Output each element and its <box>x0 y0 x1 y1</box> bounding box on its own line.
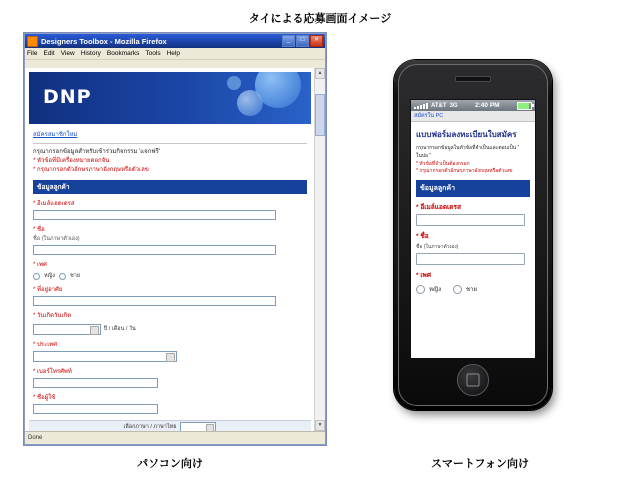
browser-statusbar <box>25 431 325 444</box>
phone-bezel <box>398 64 548 406</box>
battery-icon <box>517 102 532 110</box>
field-label-username: * ชื่อผู้ใช้ <box>33 395 56 401</box>
field-label-birthday: * วันเกิดวันเกิด <box>33 313 72 319</box>
menu-edit[interactable]: Edit <box>43 50 55 57</box>
username-field[interactable] <box>33 404 158 414</box>
close-button[interactable]: ✕ <box>310 35 323 47</box>
radio-female[interactable] <box>33 273 40 280</box>
field-label-country: * ประเทศ <box>33 342 58 348</box>
phone-page-title: แบบฟอร์มลงทะเบียนใบสมัคร <box>416 130 517 139</box>
field-label-name: * ชื่อ <box>33 227 45 233</box>
signup-link[interactable]: สมัครสมาชิกใหม่ <box>33 132 78 138</box>
home-square-icon <box>467 374 480 387</box>
site-banner <box>29 72 311 124</box>
radio-label-female: หญิง <box>44 273 55 279</box>
vertical-scrollbar[interactable] <box>314 68 325 431</box>
phone-field-label-name: * ชื่อ <box>416 233 429 240</box>
browser-titlebar <box>25 34 325 48</box>
language-footer <box>29 420 311 431</box>
home-button[interactable] <box>457 364 489 396</box>
intro-text: กรุณากรอกข้อมูลสำหรับเข้าร่วมกิจกรรม 'แจกฟรี' <box>33 149 160 155</box>
divider <box>33 143 307 144</box>
scrollbar-thumb[interactable] <box>315 94 325 136</box>
phone-gender-radio-group <box>416 284 530 294</box>
phone-radio-male[interactable] <box>453 285 462 294</box>
maximize-button[interactable]: □ <box>296 35 309 47</box>
caption-smartphone: スマートフォン向け <box>431 458 529 470</box>
pc-browser-window <box>24 33 326 445</box>
phone-section-header-customer-info: ข้อมูลลูกค้า <box>416 180 530 197</box>
phone-radio-label-female: หญิง <box>429 287 441 293</box>
phone-required-note-1: * หัวข้อที่จำเป็นต้องกรอก <box>416 160 470 167</box>
birth-year-select[interactable] <box>33 324 101 335</box>
country-select[interactable] <box>33 351 177 362</box>
menu-view[interactable]: View <box>60 50 75 57</box>
menu-history[interactable]: History <box>80 50 101 57</box>
browser-menubar <box>25 48 325 60</box>
phone-radio-female[interactable] <box>416 285 425 294</box>
language-footer-label: เลือกภาษา / ภาษาไทย <box>123 424 177 430</box>
carrier-label: AT&T <box>431 102 447 109</box>
language-select[interactable] <box>180 422 216 431</box>
phone-radio-label-male: ชาย <box>466 287 477 293</box>
banner-orb-small-icon <box>227 76 241 90</box>
banner-orb-medium-icon <box>237 90 263 116</box>
switch-to-pc-link[interactable]: สมัครใน PC <box>414 113 444 119</box>
birthday-row <box>33 322 307 335</box>
phone-field-note-name: ชื่อ (ในภาษาตัวเอง) <box>416 244 459 250</box>
browser-link-bar[interactable] <box>411 111 535 122</box>
menu-bookmarks[interactable]: Bookmarks <box>106 50 140 57</box>
browser-viewport <box>25 68 325 431</box>
phone-field[interactable] <box>33 378 158 388</box>
menu-help[interactable]: Help <box>166 50 180 57</box>
email-field[interactable] <box>33 210 276 220</box>
phone-screen <box>410 99 536 359</box>
network-type-label: 3G <box>449 102 458 109</box>
window-title: Designers Toolbox - Mozilla Firefox <box>41 36 167 46</box>
field-label-email: * อีเมล์แอดเดรส <box>33 201 75 207</box>
phone-email-field[interactable] <box>416 214 525 226</box>
phone-intro-text: กรุณากรอกข้อมูลในหัวข้อที่จำเป็นและตอบเป็น " ในปอ " <box>416 145 520 159</box>
menu-file[interactable]: File <box>27 50 38 57</box>
name-field[interactable] <box>33 245 276 255</box>
phone-status-bar <box>411 100 535 111</box>
caption-pc: パソコン向け <box>137 458 203 470</box>
section-header-customer-info: ข้อมูลลูกค้า <box>33 180 307 194</box>
field-note-name: ชื่อ (ในภาษาตัวเอง) <box>33 236 80 242</box>
web-page-content <box>25 68 315 431</box>
required-note-1: * หัวข้อที่มีเครื่องหมายดอกจัน <box>33 158 110 164</box>
page-title: タイによる応募画面イメージ <box>248 13 392 25</box>
status-text: Done <box>28 435 43 441</box>
firefox-icon <box>27 36 38 47</box>
phone-field-label-gender: * เพศ <box>416 272 431 279</box>
scroll-down-icon[interactable]: ▼ <box>315 420 325 431</box>
smartphone-device <box>394 60 552 410</box>
phone-required-note-2: * กรุณากรอกตัวอักษรภาษาอังกฤษหรือตัวเลข <box>416 168 513 175</box>
site-logo: DNP <box>43 86 92 108</box>
address-field[interactable] <box>33 296 276 306</box>
earpiece-speaker-icon <box>455 76 491 82</box>
phone-field-label-email: * อีเมล์แอดเดรส <box>416 204 461 211</box>
gender-radio-group <box>33 272 307 280</box>
phone-form-body <box>411 122 535 298</box>
field-label-gender: * เพศ <box>33 262 47 268</box>
phone-name-field[interactable] <box>416 253 525 265</box>
field-label-phone: * เบอร์โทรศัพท์ <box>33 369 72 375</box>
menu-tools[interactable]: Tools <box>145 50 161 57</box>
radio-label-male: ชาย <box>70 273 81 279</box>
form-body <box>25 124 315 414</box>
signal-bars-icon <box>414 103 428 109</box>
birthday-note: ปี / เดือน / วัน <box>103 325 136 332</box>
minimize-button[interactable]: _ <box>282 35 295 47</box>
field-label-address: * ที่อยู่อาศัย <box>33 287 63 293</box>
required-note-2: * กรุณากรอกตัวอักษรภาษาอังกฤษหรือตัวเลข <box>33 167 149 173</box>
radio-male[interactable] <box>59 273 66 280</box>
scroll-up-icon[interactable]: ▲ <box>315 68 325 79</box>
window-controls <box>282 35 323 47</box>
clock-label: 2:40 PM <box>475 102 500 109</box>
